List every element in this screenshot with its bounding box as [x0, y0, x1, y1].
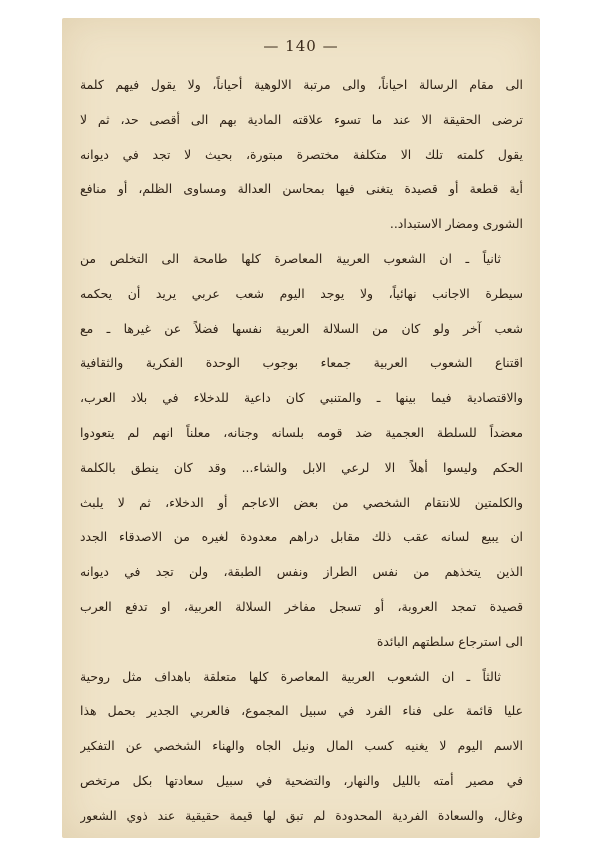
text-line: الى مقام الرسالة احياناً، والى مرتبة الالوهية أحياناً، ولا يقول فيهم كلمة — [80, 77, 523, 92]
text-line: الى استرجاع سلطتهم البائدة — [376, 633, 523, 649]
text-line: سيطرة الاجانب نهائياً، ولا يوجد اليوم شعب عربي يريد أن يحكمه — [80, 285, 523, 301]
text-line: ثانياً ـ ان الشعوب العربية المعاصرة كلها طامحة الى التخلص من — [80, 250, 501, 266]
text-line: الشورى ومضار الاستبداد.. — [389, 216, 523, 232]
text-line: الاسم اليوم لا يغنيه كسب المال ونيل الجاه والهناء الشخصي عن التفكير — [80, 738, 523, 754]
text-line: والاقتصادية فيما بينها ـ والمتنبي كان داعية للدخلاء في بلاد العرب، — [80, 390, 523, 406]
text-line: اقتناع الشعوب العربية جمعاء بوجوب الوحدة الفكرية والثقافية — [80, 355, 523, 371]
text-line: ترضى الحقيقة الا عند ما تسوء علاقته المادية بهم الى أقصى حد، ثم لا — [80, 111, 523, 127]
page-number: — 140 — — [263, 37, 339, 55]
text-line: أية قطعة أو قصيدة يتغنى فيها بمحاسن العدالة ومساوى الظلم، أو منافع — [80, 181, 523, 197]
text-line: وغال، والسعادة الفردية المحدودة لم تبق لها قيمة حقيقية عند ذوي الشعور — [80, 807, 523, 823]
text-line: الحكم وليسوا أهلاً الا لرعي الابل والشاء... وقد كان ينطق بالكلمة — [80, 459, 523, 475]
text-line: قصيدة تمجد العروبة، أو تسجل مفاخر السلالة العربية، او تدفع العرب — [80, 598, 523, 614]
text-line: في مصير أمته بالليل والنهار، والتضحية في سبيل سعادتها بكل مرتخص — [80, 772, 523, 788]
text-line: الذين يتخذهم من نفس الطراز ونفس الطبقة، ولن تجد في ديوانه — [80, 564, 523, 580]
text-line: يقول كلمته تلك الا متكلفة مختصرة مبتورة، بحيث لا تجد في ديوانه — [80, 146, 523, 162]
text-line: معضداً للسلطة العجمية ضد قومه بلسانه وجنانه، معلناً انهم لم يتعودوا — [80, 424, 523, 440]
text-line: والكلمتين للانتقام الشخصي من بعض الاعاجم أو الدخلاء، ثم لا يلبث — [80, 494, 523, 510]
body-text — [80, 68, 523, 838]
text-line: عليا قائمة على فناء الفرد في سبيل المجموع، فالعربي الجدير بحمل هذا — [80, 703, 523, 719]
text-line: ثالثاً ـ ان الشعوب العربية المعاصرة كلها متعلقة باهداف مثل روحية — [80, 668, 501, 684]
text-line: ان يبيع لسانه عقب ذلك مقابل دراهم معدودة لغيره من الاصدقاء الجدد — [80, 529, 523, 545]
text-line: شعب آخر ولو كان من السلالة العربية نفسها فضلاً عن غيرها ـ مع — [80, 320, 523, 336]
